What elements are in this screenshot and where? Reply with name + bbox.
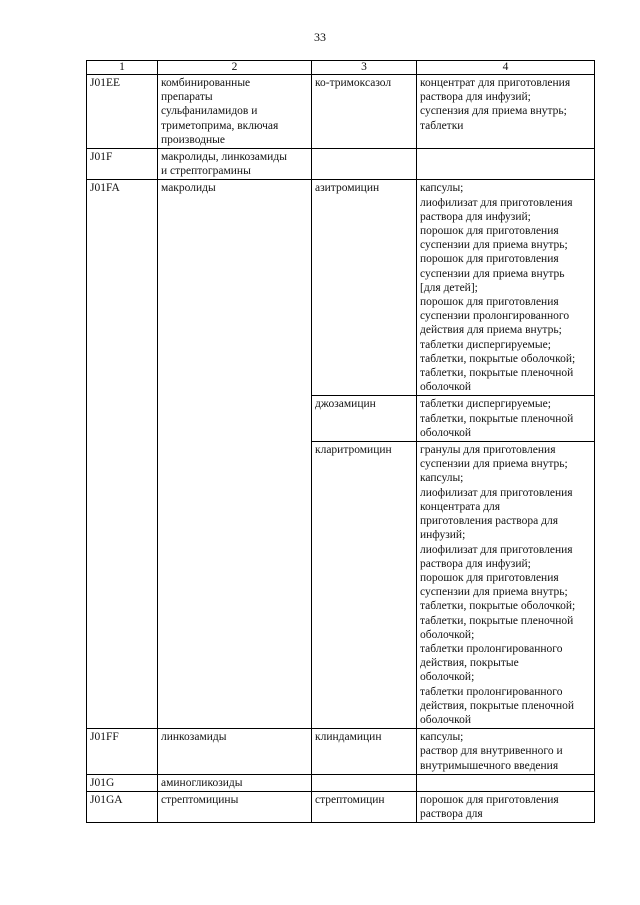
atc-code: J01F — [87, 149, 158, 180]
dosage-forms: капсулы; раствор для внутривенного и внутримышечного введения — [417, 729, 595, 775]
dosage-forms — [417, 774, 595, 791]
column-header-group: 2 — [158, 61, 312, 75]
table-row — [87, 774, 595, 791]
atc-code: J01FF — [87, 729, 158, 775]
drug-name — [312, 774, 417, 791]
column-header-drug: 3 — [312, 61, 417, 75]
page-number: 33 — [314, 30, 326, 44]
atc-code: J01FA — [87, 180, 158, 729]
group-name: макролиды — [158, 180, 312, 729]
drug-name: азитромицин — [312, 180, 417, 396]
drug-name: стрептомицин — [312, 791, 417, 822]
group-name: линкозамиды — [158, 729, 312, 775]
table-row — [87, 791, 595, 822]
drug-name — [312, 149, 417, 180]
column-header-forms: 4 — [417, 61, 595, 75]
drug-name: джозамицин — [312, 396, 417, 442]
atc-code: J01GA — [87, 791, 158, 822]
dosage-forms: порошок для приготовления раствора для — [417, 791, 595, 822]
drug-name: клиндамицин — [312, 729, 417, 775]
table-row — [87, 729, 595, 775]
dosage-forms: концентрат для приготовления раствора для инфузий; суспензия для приема внутрь; таблетки — [417, 75, 595, 149]
table-row — [87, 180, 595, 396]
dosage-forms: капсулы; лиофилизат для приготовления раствора для инфузий; порошок для приготовления суспензии для приема внутрь; порошок для приготовления суспензии для приема внутрь [для детей]; порошок для приготовления суспензии пролонгированного действия для приема внутрь; таблетки диспергируемые; таблетки, покрытые оболочкой; таблетки, покрытые пленочной оболочкой — [417, 180, 595, 396]
dosage-forms: таблетки диспергируемые; таблетки, покрытые пленочной оболочкой — [417, 396, 595, 442]
group-name: стрептомицины — [158, 791, 312, 822]
atc-code: J01G — [87, 774, 158, 791]
column-header-code: 1 — [87, 61, 158, 75]
drug-name: кларитромицин — [312, 442, 417, 729]
group-name: комбинированные препараты сульфаниламидов и триметоприма, включая производные — [158, 75, 312, 149]
table-row — [87, 75, 595, 149]
dosage-forms: гранулы для приготовления суспензии для приема внутрь; капсулы; лиофилизат для приготовления концентрата для приготовления раствора для инфузий; лиофилизат для приготовления раствора для инфузий; порошок для приготовления суспензии для приема внутрь; таблетки, покрытые оболочкой; таблетки, покрытые пленочной оболочкой; таблетки пролонгированного действия, покрытые оболочкой; таблетки пролонгированного действия, покрытые пленочной оболочкой — [417, 442, 595, 729]
medication-table — [86, 60, 595, 823]
group-name: аминогликозиды — [158, 774, 312, 791]
header-row — [87, 61, 595, 75]
table-row — [87, 149, 595, 180]
drug-name: ко-тримоксазол — [312, 75, 417, 149]
atc-code: J01EE — [87, 75, 158, 149]
group-name: макролиды, линкозамиды и стрептограмины — [158, 149, 312, 180]
dosage-forms — [417, 149, 595, 180]
